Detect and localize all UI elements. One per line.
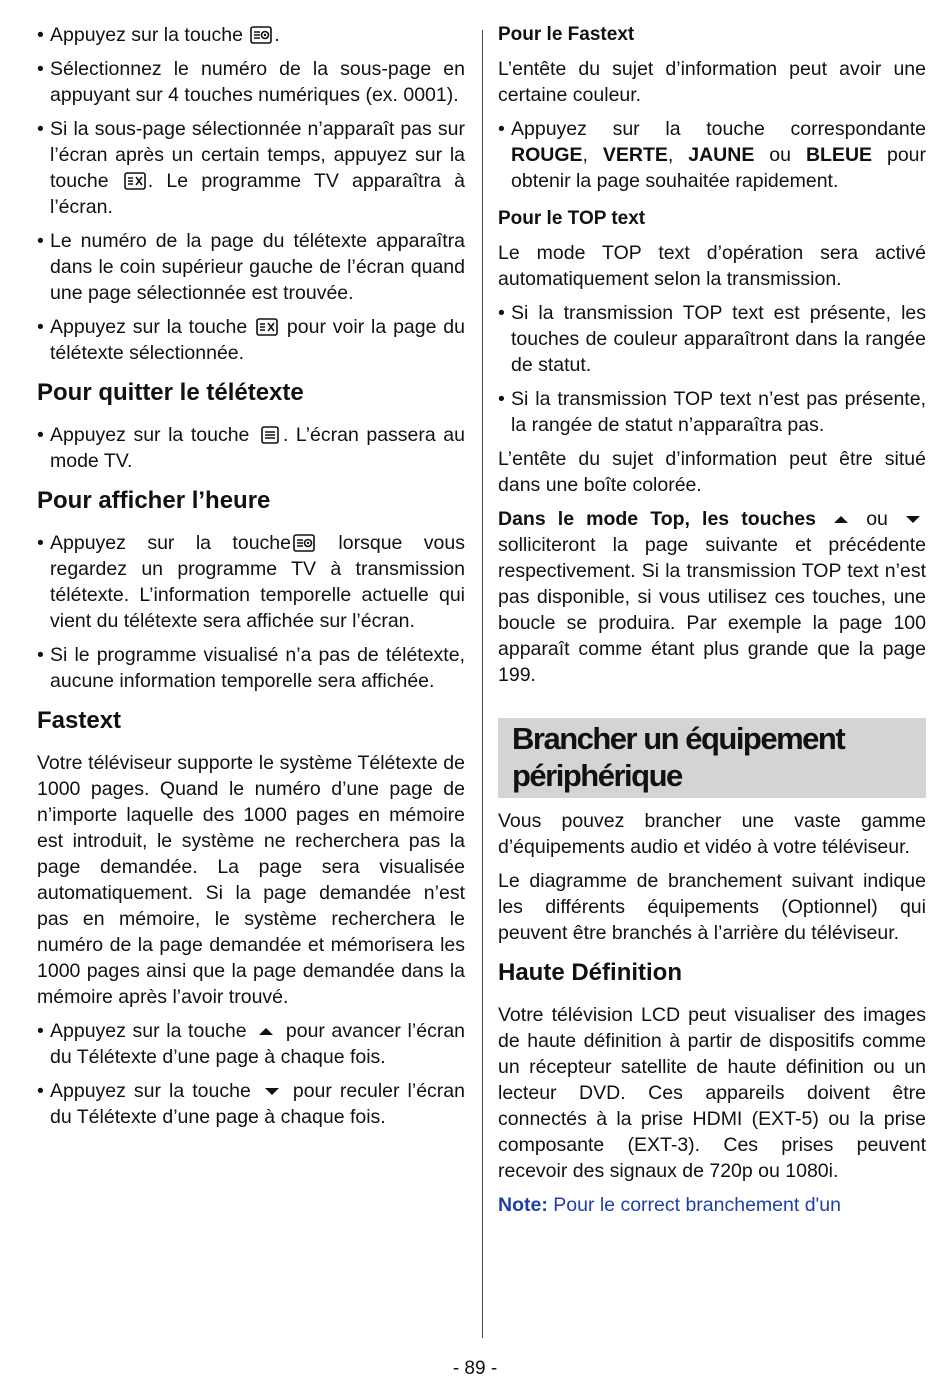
colored-box-paragraph: L’entête du sujet d’information peut être situé dans une boîte colorée.	[498, 448, 926, 496]
heading-top-text: Pour le TOP text	[498, 208, 646, 229]
banner-title-line1: Brancher un équipement	[512, 721, 845, 756]
page-number: - 89 -	[452, 1358, 498, 1379]
teletext-cancel-icon	[256, 318, 278, 336]
banner-title-line2: périphérique	[512, 758, 682, 793]
note-line: Note: Pour le correct branchement d'un	[498, 1194, 841, 1216]
column-divider	[482, 30, 483, 1338]
bullet-time-key: • Appuyez sur la touche lorsque vous regardez un programme TV à transmission télétexte. L’information temporelle actuelle qui vient du télétexte sera affichée sur l’écran.	[37, 530, 465, 634]
bullet-subpage-not-shown: • Si la sous-page sélectionnée n’apparaît pas sur l’écran après un certain temps, appuyez sur la touche . Le programme TV apparaîtra à l’écran.	[37, 116, 465, 220]
bullet-color-keys: • Appuyez sur la touche correspondante ROUGE, VERTE, JAUNE ou BLEUE pour obtenir la page souhaitée rapidement.	[498, 116, 926, 194]
bullet-quit: • Appuyez sur la touche . L’écran passera au mode TV.	[37, 422, 465, 474]
left-column	[37, 22, 465, 1138]
teletext-index-icon	[259, 426, 281, 444]
top-mode-paragraph: Le mode TOP text d’opération sera activé automatiquement selon la transmission.	[498, 242, 926, 290]
key-rouge: ROUGE	[511, 144, 583, 166]
heading-quit-teletext: Pour quitter le télétexte	[37, 379, 304, 406]
bullet-top-present: • Si la transmission TOP text est présente, les touches de couleur apparaîtront dans la rangée de statut.	[498, 300, 926, 378]
teletext-reveal-icon	[293, 534, 315, 552]
top-mode-keys-paragraph: Dans le mode Top, les touches ou solliciteront la page suivante et précédente respectivement. Si la transmission TOP text n’est pas disponible, si vous utilisez ces touches, une boucle se produira. Par exemple la page 100 apparaît comme étant plus grande que la page 199.	[498, 508, 926, 686]
bullet-page-number: • Le numéro de la page du télétexte apparaîtra dans le coin supérieur gauche de l’écran quand une page sélectionnée est trouvée.	[37, 228, 465, 306]
heading-pour-fastext: Pour le Fastext	[498, 24, 635, 45]
up-arrow-icon	[255, 1022, 277, 1040]
teletext-cancel-icon	[124, 172, 146, 190]
equipment-paragraph: Vous pouvez brancher une vaste gamme d’équipements audio et vidéo à votre téléviseur.	[498, 810, 926, 858]
bullet-select-subpage: • Sélectionnez le numéro de la sous-page en appuyant sur 4 touches numériques (ex. 0001).	[37, 56, 465, 108]
heading-high-definition: Haute Définition	[498, 959, 682, 986]
right-column	[498, 22, 926, 1226]
section-banner	[498, 718, 926, 798]
fastext-color-paragraph: L’entête du sujet d’information peut avoir une certaine couleur.	[498, 58, 926, 106]
bullet-no-teletext: • Si le programme visualisé n’a pas de télétexte, aucune information temporelle sera affichée.	[37, 642, 465, 694]
diagram-paragraph: Le diagramme de branchement suivant indique les différents équipements (Optionnel) qui peuvent être branchés à l’arrière du téléviseur.	[498, 870, 926, 944]
bullet-back-page: • Appuyez sur la touche pour reculer l’écran du Télétexte d’une page à chaque fois.	[37, 1078, 465, 1130]
bullet-view-page: • Appuyez sur la touche pour voir la page du télétexte sélectionnée.	[37, 314, 465, 366]
key-verte: VERTE	[602, 144, 668, 166]
hd-paragraph: Votre télévision LCD peut visualiser des images de haute définition à partir de dispositifs comme un récepteur satellite de haute définition ou un lecteur DVD. Ces appareils doivent être connectés à la prise HDMI (EXT-5) ou la prise composante (EXT-3). Ces prises peuvent recevoir des signaux de 720p ou 1080i.	[498, 1004, 926, 1182]
bullet-advance-page: • Appuyez sur la touche pour avancer l’écran du Télétexte d’une page à chaque fois.	[37, 1018, 465, 1070]
teletext-reveal-icon	[250, 26, 272, 44]
key-jaune: JAUNE	[688, 144, 755, 166]
fastext-paragraph: Votre téléviseur supporte le système Télétexte de 1000 pages. Quand le numéro d’une page de n’importe laquelle des 1000 pages en mémoire est introduit, le système ne recherchera pas la page demandée. La page sera visualisée automatiquement. Si la page demandée n’est pas en mémoire, le système recherchera le numéro de la page demandée et mémorisera les 1000 pages ainsi que la page demandée dans la mémoire après l’avoir trouvé.	[37, 752, 465, 1008]
up-arrow-icon	[830, 510, 852, 528]
bullet-subpage-key: • Appuyez sur la touche .	[37, 22, 465, 48]
down-arrow-icon	[261, 1082, 283, 1100]
down-arrow-icon	[902, 510, 924, 528]
bullet-top-absent: • Si la transmission TOP text n’est pas présente, la rangée de statut n’apparaîtra pas.	[498, 386, 926, 438]
heading-fastext: Fastext	[37, 707, 122, 734]
heading-show-time: Pour afficher l’heure	[37, 487, 271, 514]
key-bleue: BLEUE	[805, 144, 873, 166]
